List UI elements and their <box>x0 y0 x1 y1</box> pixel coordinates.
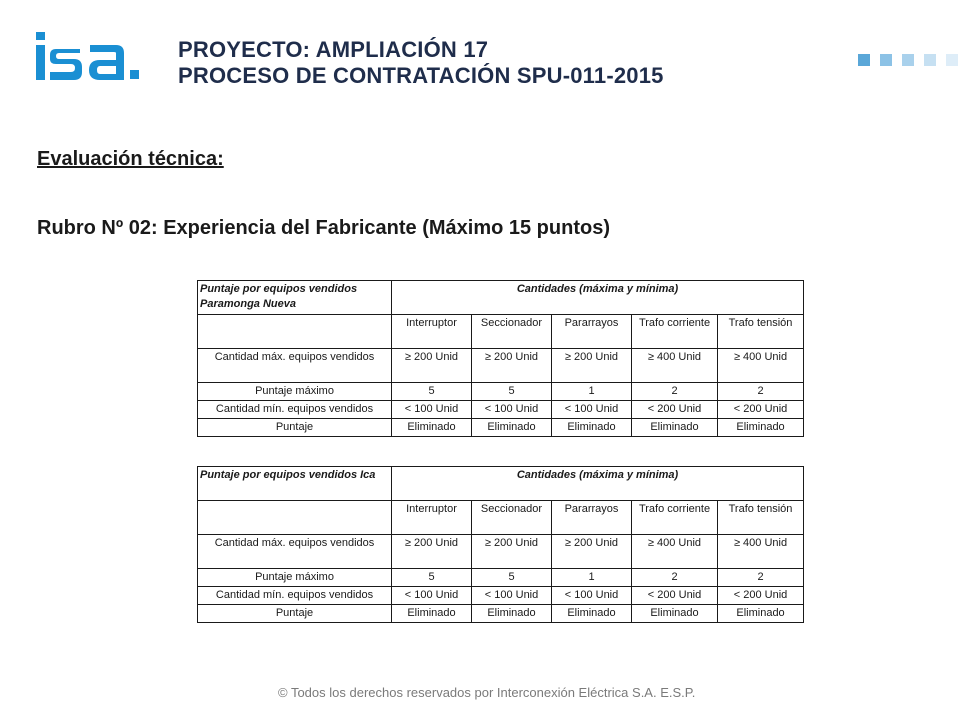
row-label: Cantidad máx. equipos vendidos <box>198 535 392 569</box>
row-label: Puntaje máximo <box>198 569 392 587</box>
title-block <box>178 37 664 89</box>
square-2 <box>880 54 892 66</box>
table-cell: 2 <box>718 383 804 401</box>
square-1 <box>858 54 870 66</box>
square-3 <box>902 54 914 66</box>
table-cell: 2 <box>632 383 718 401</box>
table-cell: 1 <box>552 383 632 401</box>
table-cell: 5 <box>472 569 552 587</box>
table-cell: ≥ 200 Unid <box>552 349 632 383</box>
table-cell: ≥ 200 Unid <box>472 535 552 569</box>
column-header: Trafo corriente <box>632 501 718 535</box>
copyright-footer: © Todos los derechos reservados por Interconexión Eléctrica S.A. E.S.P. <box>278 685 696 700</box>
square-4 <box>924 54 936 66</box>
table-cell: ≥ 200 Unid <box>392 349 472 383</box>
table-cell: ≥ 200 Unid <box>472 349 552 383</box>
table-cell: Eliminado <box>632 419 718 437</box>
row-label: Cantidad mín. equipos vendidos <box>198 401 392 419</box>
table-cell: < 100 Unid <box>472 587 552 605</box>
column-header: Trafo corriente <box>632 315 718 349</box>
column-header: Seccionador <box>472 501 552 535</box>
table-cell: < 100 Unid <box>472 401 552 419</box>
column-header: Pararrayos <box>552 315 632 349</box>
row-label: Puntaje <box>198 605 392 623</box>
table-title: Puntaje por equipos vendidos Ica <box>198 467 392 501</box>
table-cell: Eliminado <box>718 419 804 437</box>
title-line-2: PROCESO DE CONTRATACIÓN SPU-011-2015 <box>178 63 664 88</box>
table-cell: < 200 Unid <box>718 401 804 419</box>
table-cell: ≥ 400 Unid <box>718 349 804 383</box>
table-cell: Eliminado <box>718 605 804 623</box>
table-cell: < 100 Unid <box>392 401 472 419</box>
group-header: Cantidades (máxima y mínima) <box>392 467 804 501</box>
section-heading: Evaluación técnica: <box>37 148 224 170</box>
table-cell: < 100 Unid <box>552 401 632 419</box>
table-cell: Eliminado <box>392 605 472 623</box>
column-header: Interruptor <box>392 315 472 349</box>
square-5 <box>946 54 958 66</box>
table-cell: 2 <box>632 569 718 587</box>
table-cell: 2 <box>718 569 804 587</box>
table-cell: Eliminado <box>472 605 552 623</box>
score-table-ica <box>197 466 804 623</box>
table-cell: 1 <box>552 569 632 587</box>
column-header: Pararrayos <box>552 501 632 535</box>
group-header: Cantidades (máxima y mínima) <box>392 281 804 315</box>
row-label: Cantidad mín. equipos vendidos <box>198 587 392 605</box>
table-cell: ≥ 400 Unid <box>718 535 804 569</box>
row-label: Cantidad máx. equipos vendidos <box>198 349 392 383</box>
isa-logo <box>34 32 154 84</box>
decorative-squares <box>858 54 958 66</box>
column-header: Trafo tensión <box>718 501 804 535</box>
table-cell: Eliminado <box>392 419 472 437</box>
table-cell: Eliminado <box>552 419 632 437</box>
table-cell: < 200 Unid <box>718 587 804 605</box>
table-cell: 5 <box>472 383 552 401</box>
table-cell: Eliminado <box>632 605 718 623</box>
rubro-title: Rubro Nº 02: Experiencia del Fabricante (Máximo 15 puntos) <box>37 217 610 239</box>
table-cell: ≥ 400 Unid <box>632 535 718 569</box>
table-cell: Eliminado <box>472 419 552 437</box>
empty-cell <box>198 315 392 349</box>
table-cell: < 200 Unid <box>632 401 718 419</box>
row-label: Puntaje máximo <box>198 383 392 401</box>
table-cell: < 100 Unid <box>392 587 472 605</box>
table-cell: ≥ 200 Unid <box>552 535 632 569</box>
table-cell: ≥ 400 Unid <box>632 349 718 383</box>
column-header: Seccionador <box>472 315 552 349</box>
title-line-1: PROYECTO: AMPLIACIÓN 17 <box>178 37 489 62</box>
score-table-paramonga <box>197 280 804 437</box>
table-cell: 5 <box>392 383 472 401</box>
table-title: Puntaje por equipos vendidos Paramonga Nueva <box>198 281 392 315</box>
empty-cell <box>198 501 392 535</box>
row-label: Puntaje <box>198 419 392 437</box>
column-header: Trafo tensión <box>718 315 804 349</box>
table-cell: Eliminado <box>552 605 632 623</box>
table-cell: 5 <box>392 569 472 587</box>
column-header: Interruptor <box>392 501 472 535</box>
table-cell: < 200 Unid <box>632 587 718 605</box>
table-cell: < 100 Unid <box>552 587 632 605</box>
table-cell: ≥ 200 Unid <box>392 535 472 569</box>
